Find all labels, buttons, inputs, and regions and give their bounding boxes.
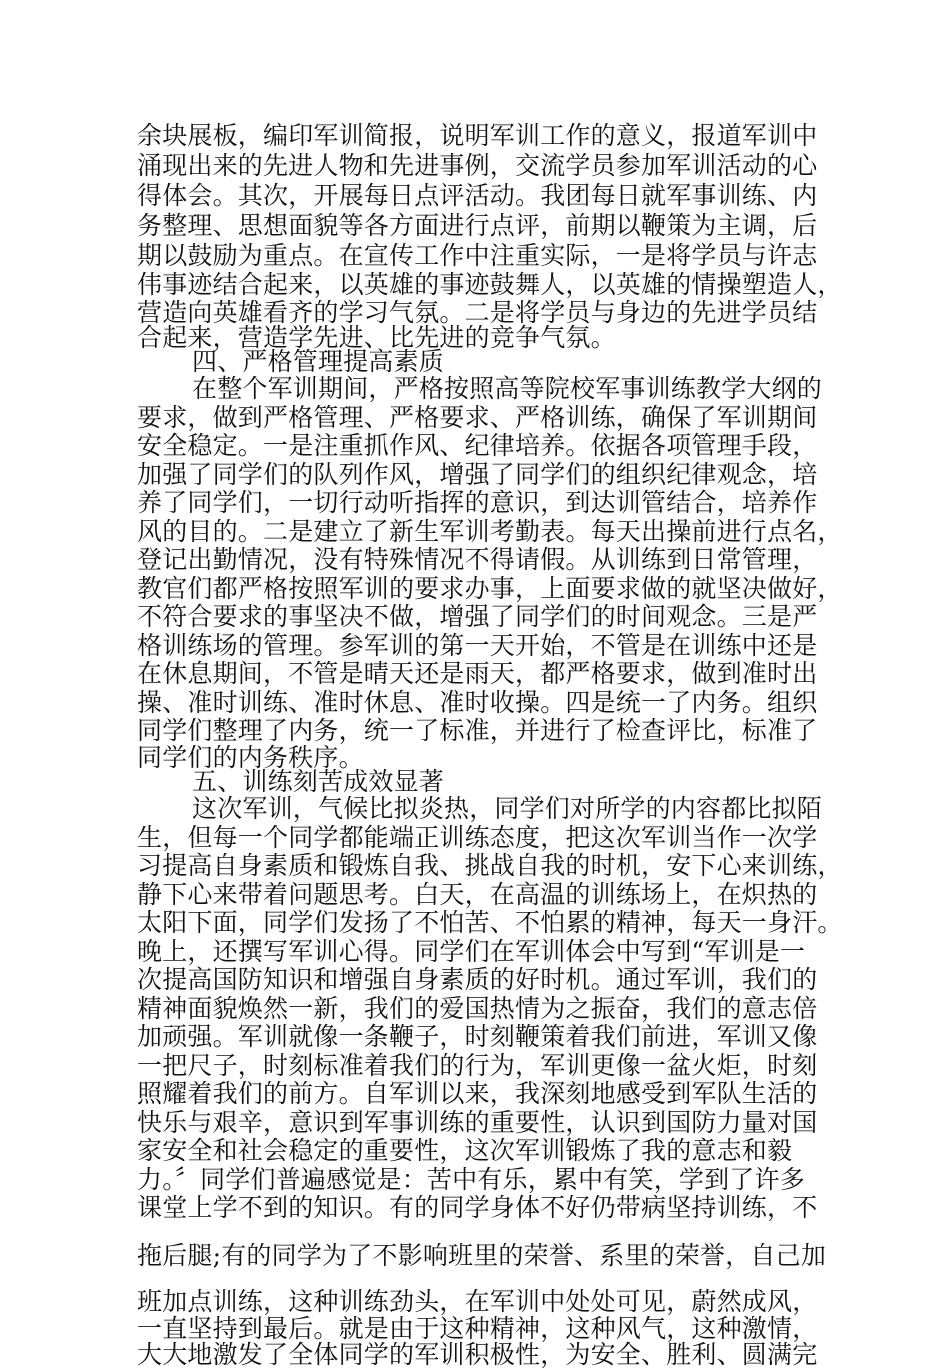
- text-line: 期以鼓励为重点。在宣传工作中注重实际，一是将学员与许志: [137, 241, 818, 270]
- text-line: 加顽强。军训就像一条鞭子，时刻鞭策着我们前进，军训又像: [137, 1022, 818, 1051]
- text-line: 伟事迹结合起来，以英雄的事迹鼓舞人，以英雄的情操塑造人，: [137, 270, 843, 299]
- text-line: 不符合要求的事坚决不做，增强了同学们的时间观念。三是严: [137, 602, 818, 631]
- text-line: 加强了同学们的队列作风，增强了同学们的组织纪律观念，培: [137, 460, 818, 489]
- paragraph-first-line: 这次军训，气候比拟炎热，同学们对所学的内容都比拟陌: [192, 794, 823, 823]
- text-line: 在休息期间，不管是晴天还是雨天，都严格要求，做到准时出: [137, 659, 818, 688]
- text-line: 静下心来带着问题思考。白天，在高温的训练场上，在炽热的: [137, 880, 818, 909]
- text-line: 快乐与艰辛，意识到军事训练的重要性，认识到国防力量对国: [137, 1108, 818, 1137]
- section-heading: 五、训练刻苦成效显著: [192, 767, 445, 796]
- text-line: 生，但每一个同学都能端正训练态度，把这次军训当作一次学: [137, 823, 818, 852]
- text-line: 同学们的内务秩序。: [137, 743, 364, 772]
- text-line: 营造向英雄看齐的学习气氛。二是将学员与身边的先进学员结: [137, 298, 818, 327]
- text-line: 习提高自身素质和锻炼自我、挑战自我的时机，安下心来训练，: [137, 851, 843, 880]
- text-line: 格训练场的管理。参军训的第一天开始，不管是在训练中还是: [137, 631, 818, 660]
- text-line: 登记出勤情况，没有特殊情况不得请假。从训练到日常管理，: [137, 545, 818, 574]
- text-line: 课堂上学不到的知识。有的同学身体不好仍带病坚持训练，不: [137, 1193, 818, 1222]
- text-line: 风的目的。二是建立了新生军训考勤表。每天出操前进行点名，: [137, 517, 843, 546]
- text-line: 余块展板，编印军训简报，说明军训工作的意义，报道军训中: [137, 121, 818, 150]
- text-line: 太阳下面，同学们发扬了不怕苦、不怕累的精神，每天一身汗。: [137, 908, 843, 937]
- text-line: 精神面貌焕然一新，我们的爱国热情为之振奋，我们的意志倍: [137, 994, 818, 1023]
- text-line: 家安全和社会稳定的重要性，这次军训锻炼了我的意志和毅: [137, 1136, 793, 1165]
- text-line: 一把尺子，时刻标准着我们的行为，军训更像一盆火炬，时刻: [137, 1051, 818, 1080]
- text-line: 教官们都严格按照军训的要求办事，上面要求做的就坚决做好，: [137, 574, 843, 603]
- text-line: 涌现出来的先进人物和先进事例，交流学员参加军训活动的心: [137, 151, 818, 180]
- text-line: 力。〞同学们普遍感觉是：苦中有乐，累中有笑，学到了许多: [137, 1165, 805, 1194]
- text-line: 次提高国防知识和增强自身素质的好时机。通过军训，我们的: [137, 965, 818, 994]
- text-line: 安全稳定。一是注重抓作风、纪律培养。依据各项管理手段，: [137, 431, 818, 460]
- section-heading: 四、严格管理提高素质: [192, 347, 445, 376]
- text-line: 照耀着我们的前方。自军训以来，我深刻地感受到军队生活的: [137, 1079, 818, 1108]
- text-line: 同学们整理了内务，统一了标准，并进行了检查评比，标准了: [137, 716, 818, 745]
- text-line: 养了同学们，一切行动听指挥的意识，到达训管结合，培养作: [137, 488, 818, 517]
- text-line: 一直坚持到最后。就是由于这种精神，这种风气，这种激情，: [137, 1314, 818, 1343]
- text-line: 得体会。其次，开展每日点评活动。我团每日就军事训练、内: [137, 181, 818, 210]
- text-line: 晚上，还撰写军训心得。同学们在军训体会中写到“军训是一: [137, 937, 806, 966]
- text-line: 操、准时训练、准时休息、准时收操。四是统一了内务。组织: [137, 688, 818, 717]
- text-line: 拖后腿;有的同学为了不影响班里的荣誉、系里的荣誉，自己加: [137, 1241, 827, 1270]
- paragraph-first-line: 在整个军训期间，严格按照高等院校军事训练教学大纲的: [192, 374, 823, 403]
- text-line: 要求，做到严格管理、严格要求、严格训练，确保了军训期间: [137, 403, 818, 432]
- text-line: 大大地激发了全体同学的军训积极性，为安全、胜利、圆满完: [137, 1340, 818, 1369]
- text-line: 班加点训练，这种训练劲头，在军训中处处可见，蔚然成风，: [137, 1287, 818, 1316]
- text-line: 务整理、思想面貌等各方面进行点评，前期以鞭策为主调，后: [137, 211, 818, 240]
- text-line: 合起来，营造学先进、比先进的竞争气氛。: [137, 323, 616, 352]
